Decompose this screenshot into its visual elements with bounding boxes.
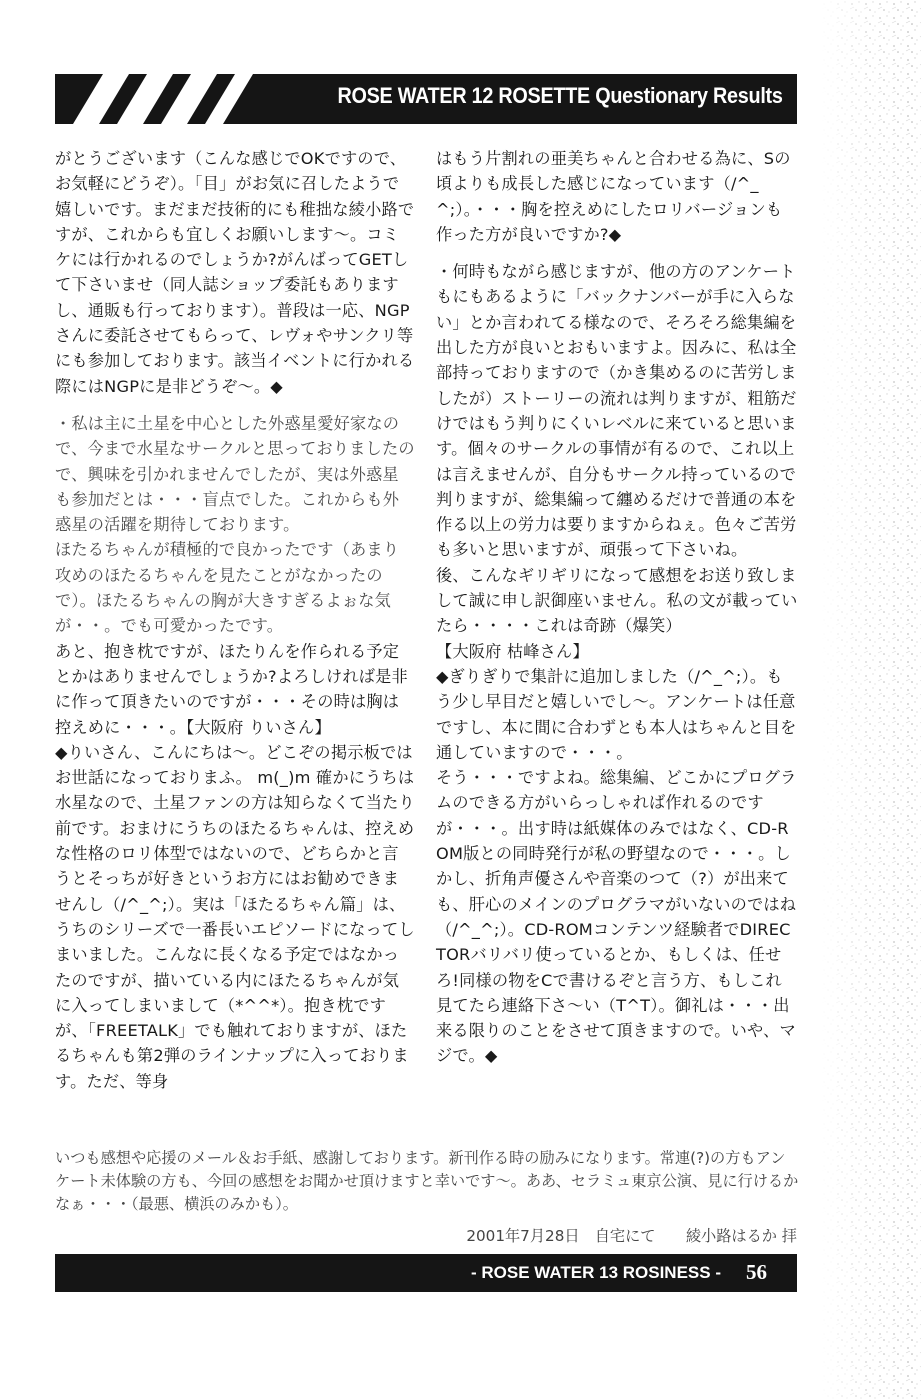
- closing-note: いつも感想や応援のメール＆お手紙、感謝しております。新刊作る時の励みになります。常連(?)の方もアンケート未体験の方も、今回の感想をお聞かせ頂けますと幸いです〜。ああ、セラミュ東京公演、見に行けるかなぁ・・・（最悪、横浜のみかも）。: [55, 1149, 799, 1213]
- reader-comment-paragraph: ・何時もながら感じますが、他の方のアンケートもにもあるように「バックナンバーが手に入らない」とか言われてる様なので、そろそろ総集編を出した方が良いとおもいますよ。因みに、私は全部持っておりますので（かき集めるのに苦労しましたが）ストーリーの流れは判りますが、粗筋だけではもう判りにくいレベルに来ていると思います。個々のサークルの事情が有るので、これ以上は言えませんが、自分もサークル持っているので判りますが、総集編って纏めるだけで普通の本を作る以上の労力は要りますからねぇ。色々ご苦労も多いと思いますが、頑張って下さいね。: [436, 262, 797, 560]
- reply-paragraph: はもう片割れの亜美ちゃんと合わせる為に、Sの頃よりも成長した感じになっています（/^_^;）。・・・胸を控えめにしたロリバージョンも作った方が良いですか?◆: [436, 149, 791, 244]
- diagonal-stripes-decoration: [55, 74, 285, 124]
- footer-series-label: - ROSE WATER 13 ROSINESS -: [470, 1263, 721, 1282]
- reader-comment-paragraph: あと、抱き枕ですが、ほたりんを作られる予定とかはありませんでしょうか?よろしければ是非に作って頂きたいのですが・・・その時は胸は控えめに・・・。【大阪府 りいさん】: [55, 641, 408, 737]
- reply-paragraph: がとうございます（こんな感じでOKですので、お気軽にどうぞ）。「目」がお気に召したようで嬉しいです。まだまだ技術的にも稚拙な綾小路ですが、これからも宜しくお願いします〜。コミケには行かれるのでしょうか?がんばってGETして下さいませ（同人誌ショップ委託もありますし、通販も行っております）。普段は一応、NGPさんに委託させてもらって、レヴォやサンクリ等にも参加しております。該当イベントに行かれる際にはNGPに是非どうぞ〜。◆: [55, 149, 415, 396]
- page-number: 56: [746, 1260, 767, 1284]
- header-bar: [55, 74, 797, 124]
- reader-comment-paragraph: ・私は主に土星を中心とした外惑星愛好家なので、今まで水星なサークルと思っておりましたので、興味を引かれませんでしたが、実は外惑星も参加だとは・・・盲点でした。これからも外惑星の活躍を期待しております。: [55, 413, 415, 535]
- left-column: [55, 146, 415, 1094]
- scan-edge-texture: [821, 0, 921, 1400]
- reader-attribution: 【大阪府 枯峰さん】: [436, 641, 589, 661]
- right-column: [436, 146, 798, 1069]
- reply-paragraph: ◆りいさん、こんにちは〜。どこぞの掲示板ではお世話になっておりまふ。 m(_)m 確かにうちは水星なので、土星ファンの方は知らなくて当たり前です。おまけにうちのほたるちゃんは、控えめな性格のロリ体型ではないので、どちらかと言うとそっちが好きというお方にはお勧めできませんし（/^_^;）。実は「ほたるちゃん篇」は、うちのシリーズで一番長いエピソードになってしまいました。こんなに長くなる予定ではなかったのですが、描いている内にほたるちゃんが気に入ってしまいまして（*^^*）。抱き枕ですが、「FREETALK」でも触れておりますが、ほたるちゃんも第2弾のラインナップに入っております。ただ、等身: [55, 742, 415, 1091]
- footer-bar: [55, 1254, 797, 1292]
- reader-comment-paragraph: 後、こんなギリギリになって感想をお送り致しまして誠に申し訳御座いません。私の文が載っていたら・・・・これは奇跡（爆笑）: [436, 565, 798, 636]
- reply-paragraph: ◆ぎりぎりで集計に追加しました（/^_^;）。もう少し早目だと嬉しいでし〜。アンケートは任意ですし、本に間に合わずとも本人はちゃんと目を通していますので・・・。: [436, 666, 797, 762]
- header-title: ROSE WATER 12 ROSETTE Questionary Results: [337, 83, 783, 108]
- signature-line: 2001年7月28日 自宅にて 綾小路はるか 拝: [466, 1227, 797, 1245]
- reply-paragraph: そう・・・ですよね。総集編、どこかにプログラムのできる方がいらっしゃれば作れるのですが・・・。出す時は紙媒体のみではなく、CD-ROM版との同時発行が私の野望なので・・・。しかし、折角声優さんや音楽のつて（?）が出来ても、肝心のメインのプログラマがいないのではね（/^_^;）。CD-ROMコンテンツ経験者でDIRECTORバリバリ使っているとか、もしくは、任せろ!同様の物をCで書けるぞと言う方、もしこれ見てたら連絡下さ〜い（T^T）。御礼は・・・出来る限りのことをさせて頂きますので。いや、マジで。◆: [436, 768, 797, 1066]
- reader-comment-paragraph: ほたるちゃんが積極的で良かったです（あまり攻めのほたるちゃんを見たことがなかったので）。ほたるちゃんの胸が大きすぎるよぉな気が・・。でも可愛かったです。: [55, 540, 400, 636]
